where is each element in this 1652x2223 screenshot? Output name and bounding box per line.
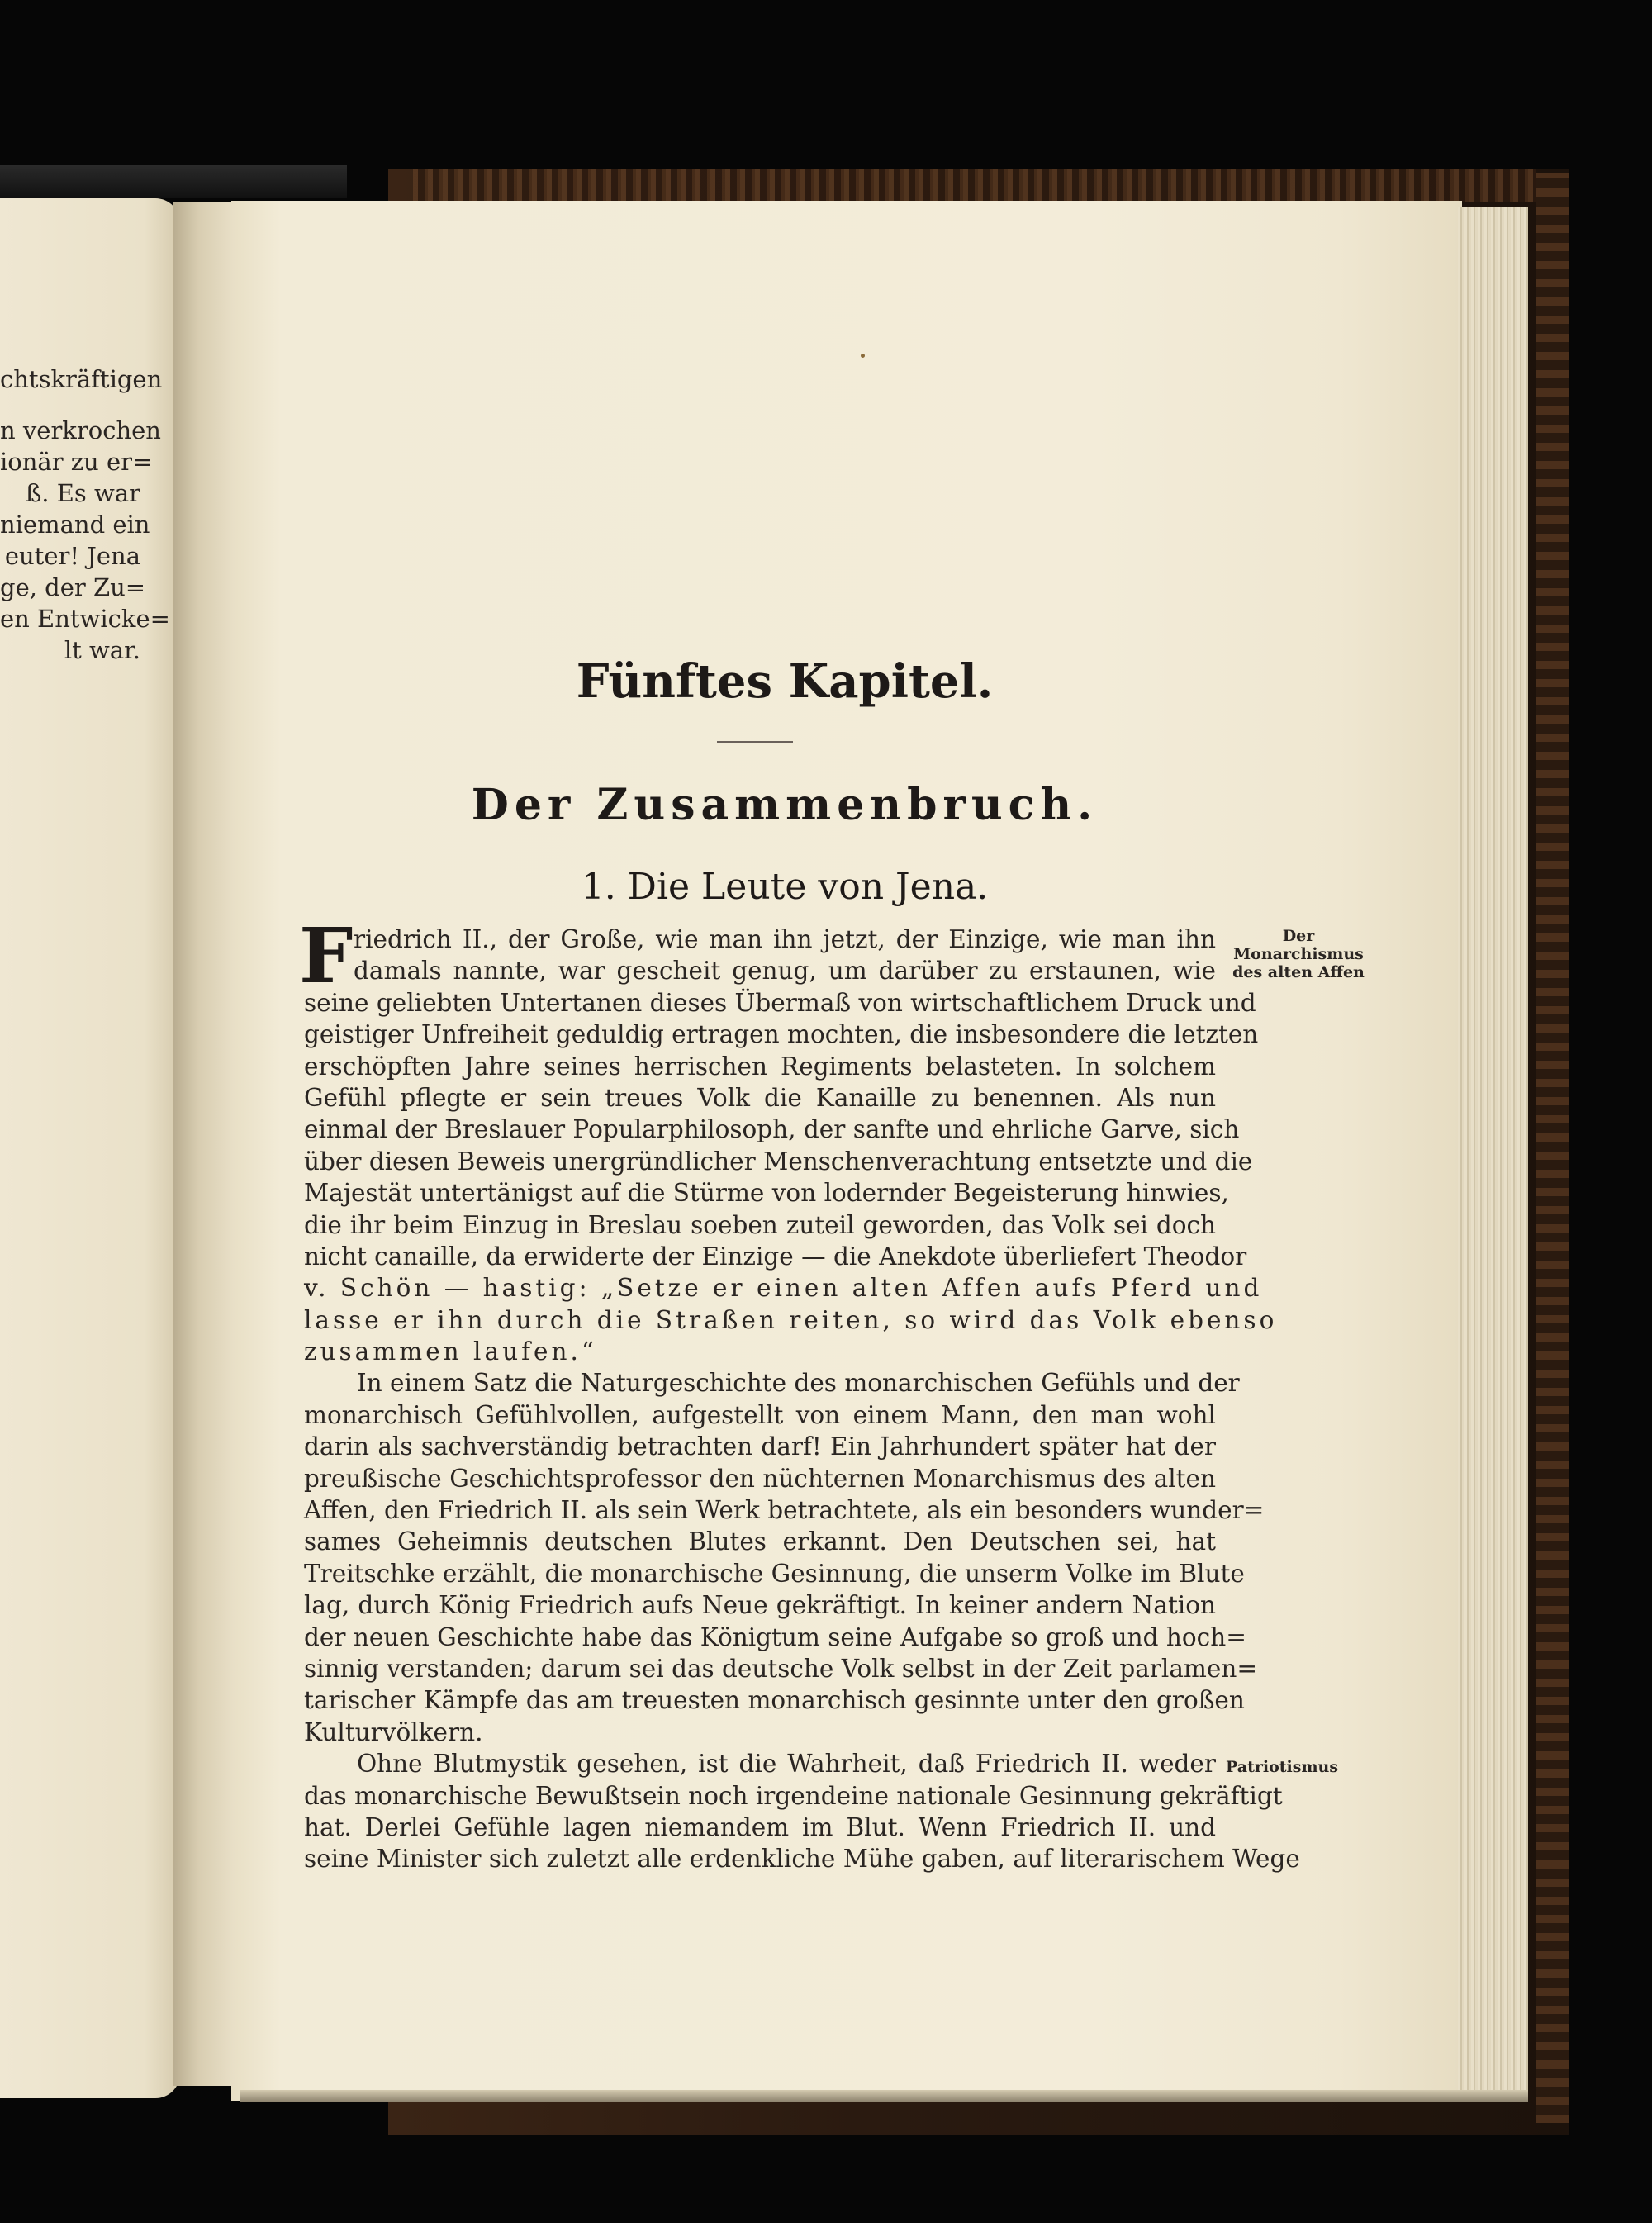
text-line: Affen, den Friedrich II. als sein Werk betrachtete, als ein besonders wunder= xyxy=(304,1496,1265,1525)
text-line: lag, durch König Friedrich aufs Neue gekräftigt. In keiner andern Nation xyxy=(304,1591,1216,1620)
left-line: en Entwicke= xyxy=(0,605,170,633)
page-edges-bottom xyxy=(240,2090,1528,2102)
text-line: nicht canaille, da erwiderte der Einzige — die Anekdote überliefert Theodor xyxy=(304,1242,1247,1271)
left-line: euter! Jena xyxy=(4,542,140,570)
text-line: seine Minister sich zuletzt alle erdenkliche Mühe gaben, auf literarischem Wege xyxy=(304,1845,1300,1874)
text-line: zusammen laufen.“ xyxy=(304,1337,597,1366)
left-line: lt war. xyxy=(64,636,140,664)
side-note-line: Der xyxy=(1282,927,1315,945)
left-line: ge, der Zu= xyxy=(0,573,146,601)
left-line: chtskräftigen xyxy=(0,365,163,393)
side-note-monarchismus xyxy=(1219,927,1378,981)
text-line: einmal der Breslauer Popularphilosoph, der sanfte und ehrliche Garve, sich xyxy=(304,1115,1240,1144)
text-line: Majestät untertänigst auf die Stürme von lodernder Begeisterung hinwies, xyxy=(304,1179,1229,1208)
text-line: v. Schön — hastig: „Setze er einen alten Affen aufs Pferd und xyxy=(304,1274,1263,1303)
side-note-patriotismus: Patriotismus xyxy=(1226,1758,1339,1776)
text-line: geistiger Unfreiheit geduldig ertragen mochten, die insbesondere die letzten xyxy=(304,1020,1259,1049)
side-note-line: Monarchismus xyxy=(1233,945,1364,963)
drop-cap: F xyxy=(299,911,354,1000)
subsection-title: 1. Die Leute von Jena. xyxy=(581,866,989,908)
left-page-text xyxy=(0,363,170,666)
text-line: der neuen Geschichte habe das Königtum seine Aufgabe so groß und hoch= xyxy=(304,1622,1246,1651)
cover-marbled-spine xyxy=(1536,173,1569,2123)
left-cover-edge xyxy=(0,165,347,198)
text-line: riedrich II., der Große, wie man ihn jetzt, der Einzige, wie man ihn xyxy=(354,925,1216,953)
text-line: damals nannte, war gescheit genug, um darüber zu erstaunen, wie xyxy=(354,957,1216,986)
text-line: über diesen Beweis unergründlicher Menschenverachtung entsetzte und die xyxy=(304,1147,1253,1176)
text-line: Ohne Blutmystik gesehen, ist die Wahrheit, daß Friedrich II. weder xyxy=(357,1750,1216,1779)
text-line: Gefühl pflegte er sein treues Volk die Kanaille zu benennen. Als nun xyxy=(304,1083,1216,1112)
text-line: sames Geheimnis deutschen Blutes erkannt. Den Deutschen sei, hat xyxy=(304,1527,1216,1556)
text-line: die ihr beim Einzug in Breslau soeben zuteil geworden, das Volk sei doch xyxy=(304,1210,1216,1239)
text-line: das monarchische Bewußtsein noch irgendeine nationale Gesinnung gekräftigt xyxy=(304,1781,1283,1810)
text-line: hat. Derlei Gefühle lagen niemandem im Blut. Wenn Friedrich II. und xyxy=(304,1812,1216,1841)
text-line: tarischer Kämpfe das am treuesten monarchisch gesinnte unter den großen xyxy=(304,1686,1245,1715)
title-divider xyxy=(717,741,793,743)
text-line: sinnig verstanden; darum sei das deutsche Volk selbst in der Zeit parlamen= xyxy=(304,1654,1258,1683)
text-line: seine geliebten Untertanen dieses Übermaß von wirtschaftlichem Druck und xyxy=(304,988,1256,1017)
book-gutter xyxy=(173,202,235,2086)
paper-speck xyxy=(861,354,865,358)
left-line: ß. Es war xyxy=(25,479,140,507)
page-edges xyxy=(1458,207,1528,2090)
text-line: In einem Satz die Naturgeschichte des monarchischen Gefühls und der xyxy=(357,1369,1240,1398)
text-line: erschöpften Jahre seines herrischen Regiments belasteten. In solchem xyxy=(304,1052,1216,1081)
left-line: ionär zu er= xyxy=(0,448,153,476)
cover-marbled-edge xyxy=(413,169,1536,202)
text-line: Kulturvölkern. xyxy=(304,1717,483,1746)
text-line: preußische Geschichtsprofessor den nüchternen Monarchismus des alten xyxy=(304,1464,1216,1493)
side-note-line: des alten Affen xyxy=(1232,963,1365,981)
text-line: monarchisch Gefühlvollen, aufgestellt von einem Mann, den man wohl xyxy=(304,1400,1216,1429)
chapter-title: Fünftes Kapitel. xyxy=(576,654,994,709)
left-line: niemand ein xyxy=(0,511,150,539)
left-line: n verkrochen xyxy=(0,416,161,444)
text-line: Treitschke erzählt, die monarchische Gesinnung, die unserm Volke im Blute xyxy=(304,1559,1245,1588)
text-line: lasse er ihn durch die Straßen reiten, so wird das Volk ebenso xyxy=(304,1305,1278,1334)
section-title: Der Zusammenbruch. xyxy=(471,780,1099,830)
text-line: darin als sachverständig betrachten darf! Ein Jahrhundert später hat der xyxy=(304,1432,1216,1461)
